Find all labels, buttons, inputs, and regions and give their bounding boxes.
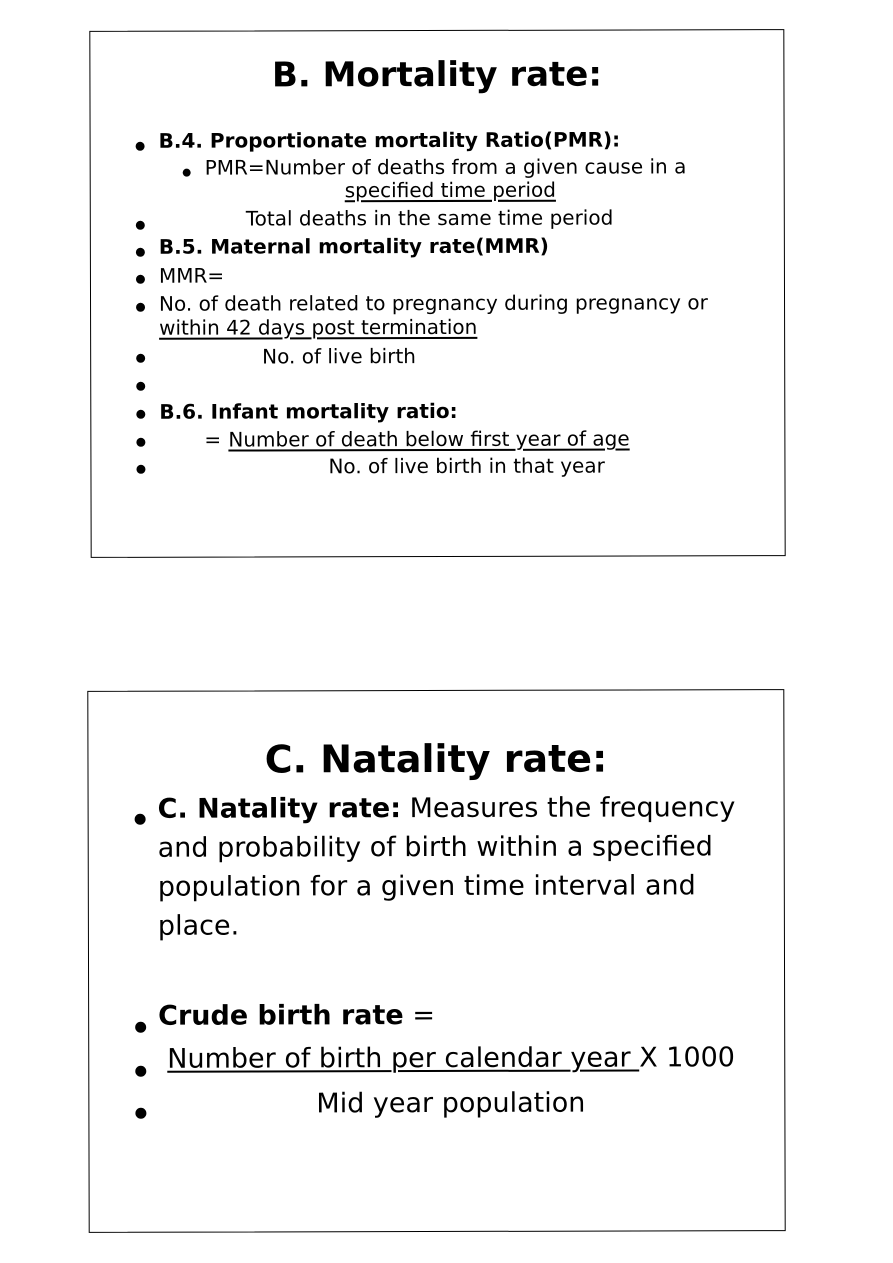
b4-heading: B.4. Proportionate mortality Ratio(PMR): — [158, 127, 621, 153]
sub-bullet — [183, 169, 191, 177]
natality-def-1: Measures the frequency — [409, 792, 736, 825]
slide-natality-rate — [87, 689, 785, 1233]
natality-def-2: and probability of birth within a specified — [157, 831, 713, 864]
cbr-equals: = — [412, 1000, 435, 1032]
bullet — [135, 1066, 146, 1077]
bullet — [136, 438, 145, 447]
cbr-denominator: Mid year population — [316, 1087, 586, 1120]
mmr-denominator: No. of live birth — [262, 344, 417, 369]
slide-title: C. Natality rate: — [264, 736, 608, 782]
pmr-numerator: PMR=Number of deaths from a given cause in a — [204, 154, 687, 180]
b5-heading: B.5. Maternal mortality rate(MMR) — [158, 233, 549, 259]
cbr-numerator: Number of birth per calendar year — [167, 1042, 640, 1075]
mmr-numerator: No. of death related to pregnancy during pregnancy or — [158, 290, 708, 316]
cbr-term: Crude birth rate — [158, 1000, 404, 1032]
pmr-denominator: Total deaths in the same time period — [245, 205, 614, 231]
natality-term: C. Natality rate: — [157, 793, 402, 825]
cbr-multiplier: X 1000 — [639, 1042, 736, 1074]
natality-definition-line-1 — [158, 794, 736, 823]
slide-mortality-rate — [89, 29, 785, 558]
mmr-numerator-cont: within 42 days post termination — [159, 314, 478, 340]
imr-numerator: Number of death below first year of age — [228, 426, 630, 452]
bullet — [136, 354, 145, 363]
cbr-numerator-line — [167, 1042, 736, 1075]
bullet — [136, 275, 145, 284]
bullet — [135, 814, 146, 825]
bullet — [135, 1022, 146, 1033]
pmr-numerator-cont: specified time period — [344, 177, 556, 203]
bullet — [136, 410, 145, 419]
bullet — [136, 221, 145, 230]
mmr-label: MMR= — [158, 263, 225, 288]
natality-def-4: place. — [157, 910, 240, 942]
bullet — [136, 382, 145, 391]
imr-denominator: No. of live birth in that year — [328, 453, 605, 479]
cbr-line — [158, 1002, 435, 1030]
b6-heading: B.6. Infant mortality ratio: — [159, 398, 458, 424]
bullet — [136, 465, 145, 474]
natality-def-3: population for a given time interval and — [157, 870, 696, 903]
slide-title: B. Mortality rate: — [271, 54, 602, 96]
bullet — [136, 142, 145, 151]
bullet — [135, 1108, 146, 1119]
imr-equals: = — [204, 427, 222, 452]
bullet — [136, 303, 145, 312]
bullet — [136, 248, 145, 257]
